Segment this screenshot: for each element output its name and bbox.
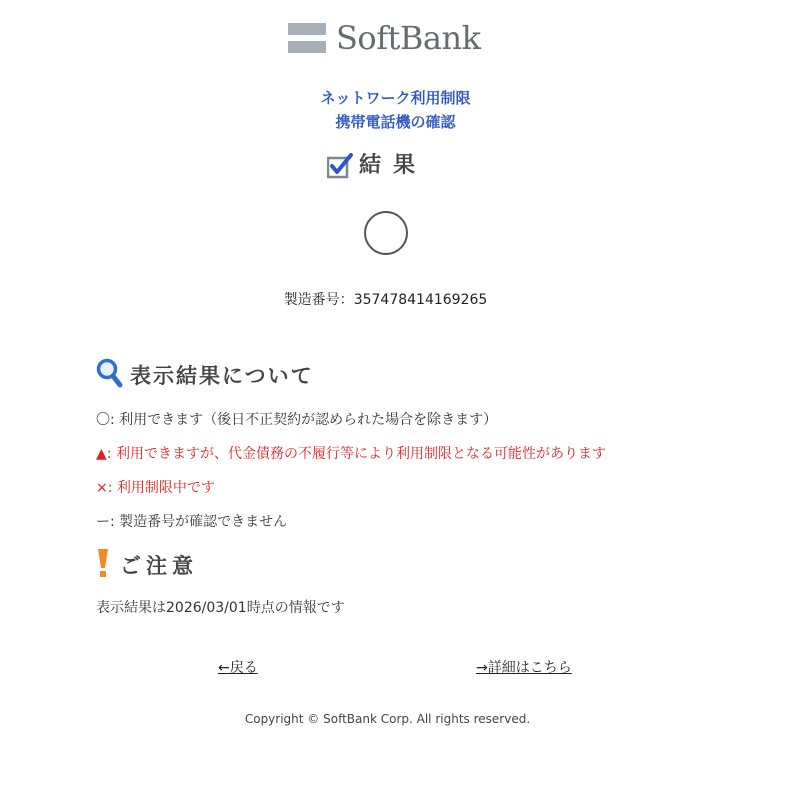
page-title-line1: ネットワーク利用制限	[320, 89, 471, 107]
about-heading-label: 表示結果について	[130, 364, 314, 388]
details-link[interactable]: →詳細はこちら	[476, 660, 572, 676]
softbank-logo	[288, 18, 488, 58]
serial-number-line	[0, 289, 771, 309]
legend-text: : 製造番号が確認できません	[110, 514, 288, 530]
serial-number: 357478414169265	[353, 292, 488, 308]
circle-mark-icon	[364, 211, 408, 255]
data-date-note: 表示結果は2026/03/01時点の情報です	[96, 600, 345, 616]
about-heading	[96, 358, 314, 392]
caution-heading-label: ご注意	[120, 554, 198, 578]
legend-unknown	[96, 511, 287, 531]
page-title-line2: 携帯電話機の確認	[335, 113, 456, 131]
legend-restricted	[96, 477, 215, 497]
legend-symbol: 〇	[96, 412, 110, 428]
result-label: 結果	[359, 153, 428, 178]
serial-label: 製造番号：	[283, 292, 354, 308]
caution-heading	[96, 548, 198, 582]
logo-bars-icon	[288, 23, 326, 53]
legend-text: : 利用制限中です	[107, 480, 215, 496]
result-heading	[327, 148, 427, 179]
legend-text: : 利用できます（後日不正契約が認められた場合を除きます）	[110, 412, 498, 428]
brand-name: SoftBank	[336, 19, 481, 57]
checkbox-check-icon	[327, 153, 349, 175]
back-link[interactable]: ←戻る	[218, 660, 258, 676]
legend-symbol: ー	[96, 514, 110, 530]
legend-symbol: ▲	[96, 446, 107, 462]
legend-symbol: ×	[96, 480, 108, 496]
legend-conditional	[96, 443, 606, 463]
exclamation-icon	[96, 548, 110, 582]
magnifier-icon	[96, 358, 124, 392]
legend-text: : 利用できますが、代金債務の不履行等により利用制限となる可能性があります	[106, 446, 606, 462]
copyright: Copyright © SoftBank Corp. All rights reserved.	[244, 712, 531, 726]
legend-available	[96, 409, 497, 429]
